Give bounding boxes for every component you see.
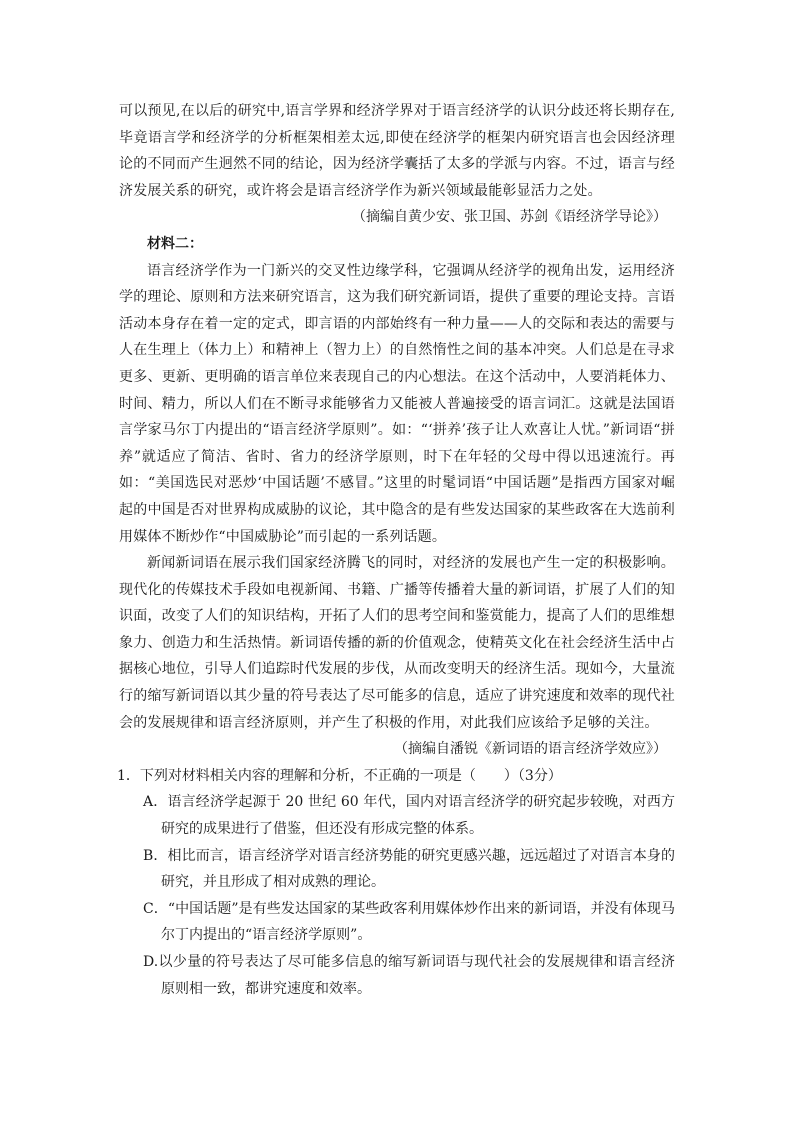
document-page — [119, 98, 675, 1002]
question-1-option-d: D.以少量的符号表达了尽可能多信息的缩写新词语与现代社会的发展规律和语言经济原则相一致，都讲究速度和效率。 — [143, 954, 675, 997]
material1-tail-paragraph: 可以预见,在以后的研究中,语言学界和经济学界对于语言经济学的认识分歧还将长期存在,毕竟语言学和经济学的分析框架相差太远,即使在经济学的框架内研究语言也会因经济理论的不同而产生迥然不同的结论，因为经济学囊括了太多的学派与内容。不过，语言与经济发展关系的研究，或许将会是语言经济学作为新兴领域最能彰显活力之处。 — [119, 103, 675, 199]
material2-source: （摘编自潘锐《新词语的语言经济学效应》） — [394, 741, 667, 758]
question-1-option-b: B．相比而言，语言经济学对语言经济势能的研究更感兴趣，远远超过了对语言本身的研究，并且形成了相对成熟的理论。 — [143, 847, 675, 891]
material2-paragraph-1: 语言经济学作为一门新兴的交叉性边缘学科，它强调从经济学的视角出发，运用经济学的理论、原则和方法来研究语言，这为我们研究新词语，提供了重要的理论支持。言语活动本身存在着一定的定式，即言语的内部始终有一种力量——人的交际和表达的需要与人在生理上（体力上）和精神上（智力上）的自然惰性之间的基本冲突。人们总是在寻求更多、更新、更明确的语言单位来表现自己的内心想法。在这个活动中，人要消耗体力、时间、精力，所以人们在不断寻求能够省力又能被人普遍接受的语言词汇。这就是法国语言学家马尔丁内提出的“语言经济学原则”。如：“‘拼养’孩子让人欢喜让人忧。”新词语“拼养”就适应了简洁、省时、省力的经济学原则，时下在年轻的父母中得以迅速流行。再如：“美国选民对恶炒‘中国话题’不感冒。”这里的时髦词语“中国话题”是指西方国家对崛起的中国是否对世界构成威胁的议论，其中隐含的是有些发达国家的某些政客在大选前利用媒体不断炒作“中国威胁论”而引起的一系列话题。 — [119, 262, 675, 545]
material2-paragraph-2: 新闻新词语在展示我们国家经济腾飞的同时，对经济的发展也产生一定的积极影响。现代化的传媒技术手段如电视新闻、书籍、广播等传播着大量的新词语，扩展了人们的知识面，改变了人们的知识结构，开拓了人们的思考空间和鉴赏能力，提高了人们的思维想象力、创造力和生活热情。新词语传播的新的价值观念，使精英文化在社会经济生活中占据核心地位，引导人们追踪时代发展的步伐，从而改变明天的经济生活。现如今，大量流行的缩写新词语以其少量的符号表达了尽可能多的信息，适应了讲究速度和效率的现代社会的发展规律和语言经济原则，并产生了积极的作用，对此我们应该给予足够的关注。 — [119, 555, 675, 731]
question-1-stem: 1．下列对材料相关内容的理解和分析，不正确的一项是（ ）（3分） — [117, 767, 562, 784]
material2-heading: 材料二： — [147, 235, 203, 252]
material1-source: （摘编自黄少安、张卫国、苏剑《语经济学导论》） — [352, 209, 667, 226]
question-1-option-a: A．语言经济学起源于 20 世纪 60 年代，国内对语言经济学的研究起步较晚，对西方研究的成果进行了借鉴，但还没有形成完整的体系。 — [143, 794, 675, 838]
question-1-option-c: C．“中国话题”是有些发达国家的某些政客利用媒体炒作出来的新词语，并没有体现马尔丁内提出的“语言经济学原则”。 — [143, 900, 675, 944]
